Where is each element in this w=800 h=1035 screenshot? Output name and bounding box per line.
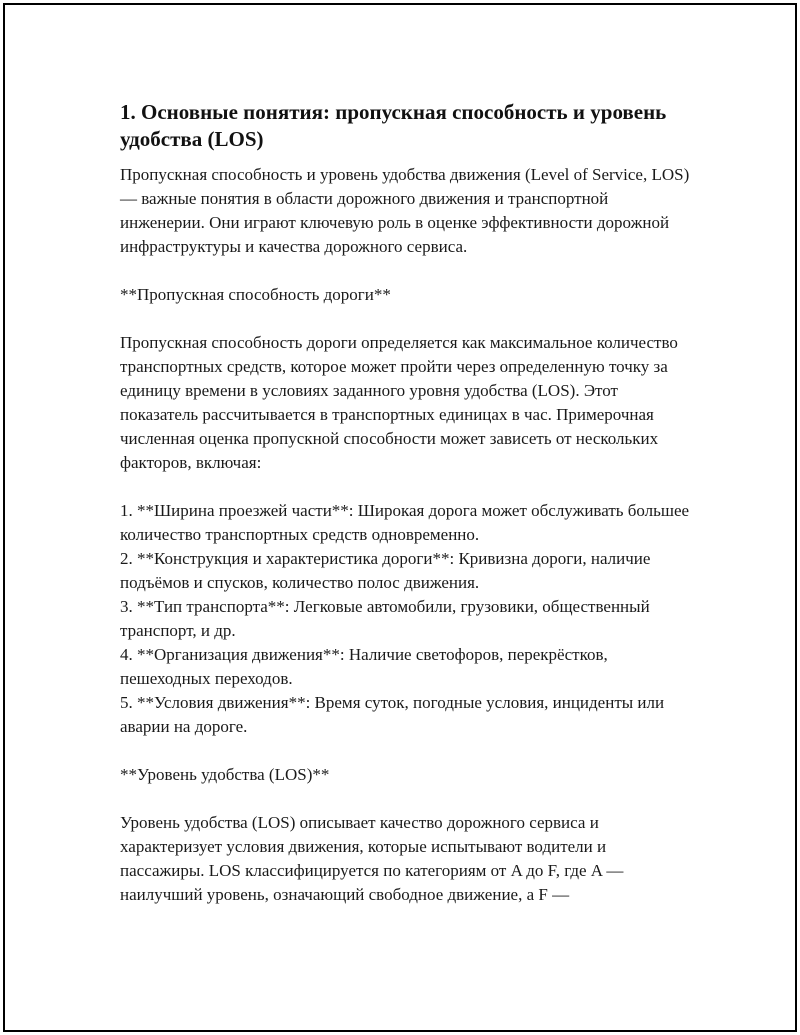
list-item: 4. **Организация движения**: Наличие светофоров, перекрёстков, пешеходных переходов. <box>120 645 608 688</box>
los-subheading: **Уровень удобства (LOS)** <box>120 765 330 784</box>
list-item: 5. **Условия движения**: Время суток, погодные условия, инциденты или аварии на дороге. <box>120 693 665 736</box>
list-item: 1. **Ширина проезжей части**: Широкая дорога может обслуживать большее количество транспортных средств одновременно. <box>120 501 690 544</box>
capacity-subheading: **Пропускная способность дороги** <box>120 285 391 304</box>
section-heading: 1. Основные понятия: пропускная способность и уровень удобства (LOS) <box>120 100 667 151</box>
los-paragraph: Уровень удобства (LOS) описывает качество дорожного сервиса и характеризует условия движения, которые испытывают водители и пассажиры. LOS классифицируется по категориям от A до F, где A — наилучший уровень, означающий свободное движение, а F — <box>120 813 624 904</box>
list-item: 2. **Конструкция и характеристика дороги**: Кривизна дороги, наличие подъёмов и спусков, количество полос движения. <box>120 549 651 592</box>
document-content <box>120 99 690 907</box>
factors-list <box>120 499 690 739</box>
intro-paragraph: Пропускная способность и уровень удобства движения (Level of Service, LOS) — важные понятия в области дорожного движения и транспортной инженерии. Они играют ключевую роль в оценке эффективности дорожной инфраструктуры и качества дорожного сервиса. <box>120 165 690 256</box>
list-item: 3. **Тип транспорта**: Легковые автомобили, грузовики, общественный транспорт, и др. <box>120 597 650 640</box>
document-page <box>3 3 797 1032</box>
capacity-paragraph: Пропускная способность дороги определяется как максимальное количество транспортных средств, которое может пройти через определенную точку за единицу времени в условиях заданного уровня удобства (LOS). Этот показатель рассчитывается в транспортных единицах в час. Примерочная численная оценка пропускной способности может зависеть от нескольких факторов, включая: <box>120 333 678 472</box>
